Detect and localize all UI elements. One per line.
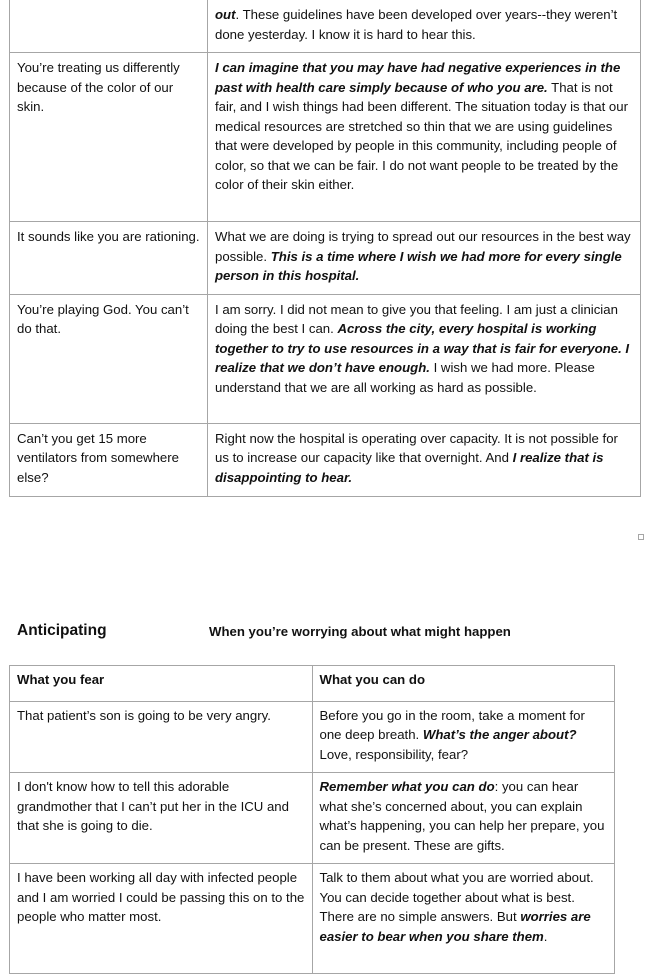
response-segment: I realize that is disappointing to hear.: [215, 450, 604, 485]
fear-cell: I have been working all day with infected people and I am worried I could be passing this on to the people who matter most.: [10, 864, 313, 974]
response-cell: [208, 423, 641, 496]
action-segment: What’s the anger about?: [422, 727, 577, 742]
response-segment: out: [215, 7, 236, 22]
action-segment: : you can hear what she’s concerned about, you can explain what’s happening, you can help her prepare, you can be present. These are gifts.: [319, 779, 605, 853]
action-segment: Remember what you can do: [319, 779, 495, 794]
action-segment: Love, responsibility, fear?: [319, 746, 469, 762]
table-row: [10, 423, 641, 496]
response-segment: I am sorry. I did not mean to give you that feeling. I am just a clinician doing the best I can.: [215, 301, 618, 336]
response-segment: I can imagine that you may have had negative experiences in the past with health care simply because of who you are.: [215, 60, 621, 95]
table-row: [10, 0, 641, 53]
statement-cell: Can’t you get 15 more ventilators from somewhere else?: [10, 423, 208, 496]
fear-cell: I don't know how to tell this adorable grandmother that I can’t put her in the ICU and that she is going to die.: [10, 773, 313, 864]
table-row: [10, 701, 615, 773]
action-cell: [312, 701, 615, 773]
fears-table: [9, 665, 615, 974]
response-cell: [208, 294, 641, 423]
responses-table: [9, 0, 641, 497]
statement-cell: You’re playing God. You can’t do that.: [10, 294, 208, 423]
response-segment: This is a time where I wish we had more for every single person in this hospital.: [215, 248, 622, 283]
response-segment: Right now the hospital is operating over capacity. It is not possible for us to increase our capacity like that overnight. And: [215, 430, 618, 465]
response-segment: . These guidelines have been developed over years--they weren’t done yesterday. I know it is hard to hear this.: [215, 7, 618, 42]
response-cell: [208, 222, 641, 295]
column-header-fear: What you fear: [10, 666, 313, 702]
action-cell: [312, 773, 615, 864]
fear-cell: That patient’s son is going to be very angry.: [10, 701, 313, 773]
response-segment: I wish we had more. Please understand that we are all working as hard as possible.: [215, 360, 595, 395]
response-segment: Across the city, every hospital is working together to try to use resources in a way that is fair for everyone. I realize that we don’t have enough.: [215, 321, 630, 375]
table-row: [10, 864, 615, 974]
table-row: [10, 222, 641, 295]
action-segment: Before you go in the room, take a moment for one deep breath.: [319, 707, 585, 742]
response-segment: What we are doing is trying to spread out our resources in the best way possible.: [215, 229, 631, 264]
response-cell: [208, 0, 641, 53]
table-row: [10, 53, 641, 222]
statement-cell: [10, 0, 208, 53]
table-row: [10, 294, 641, 423]
action-segment: Talk to them about what you are worried about. You can decide together about what is best. There are no simple answers. But: [319, 870, 594, 924]
statement-cell: It sounds like you are rationing.: [10, 222, 208, 295]
response-segment: That is not fair, and I wish things had been different. The situation today is that our medical resources are stretched so thin that we are using guidelines that were developed by people in this community, including people of color, so that we can be fair. I do not want people to be treated by the color of their skin either.: [215, 79, 628, 192]
column-header-action: What you can do: [312, 666, 615, 702]
section-subtitle: When you’re worrying about what might happen: [209, 624, 511, 639]
section-title: Anticipating: [17, 622, 107, 639]
statement-cell: You’re treating us differently because of the color of our skin.: [10, 53, 208, 222]
table-resize-handle[interactable]: [638, 534, 644, 540]
table-header-row: [10, 666, 615, 702]
response-cell: [208, 53, 641, 222]
action-segment: .: [543, 928, 548, 944]
table-row: [10, 773, 615, 864]
action-cell: [312, 864, 615, 974]
action-segment: worries are easier to bear when you share them: [319, 909, 591, 944]
